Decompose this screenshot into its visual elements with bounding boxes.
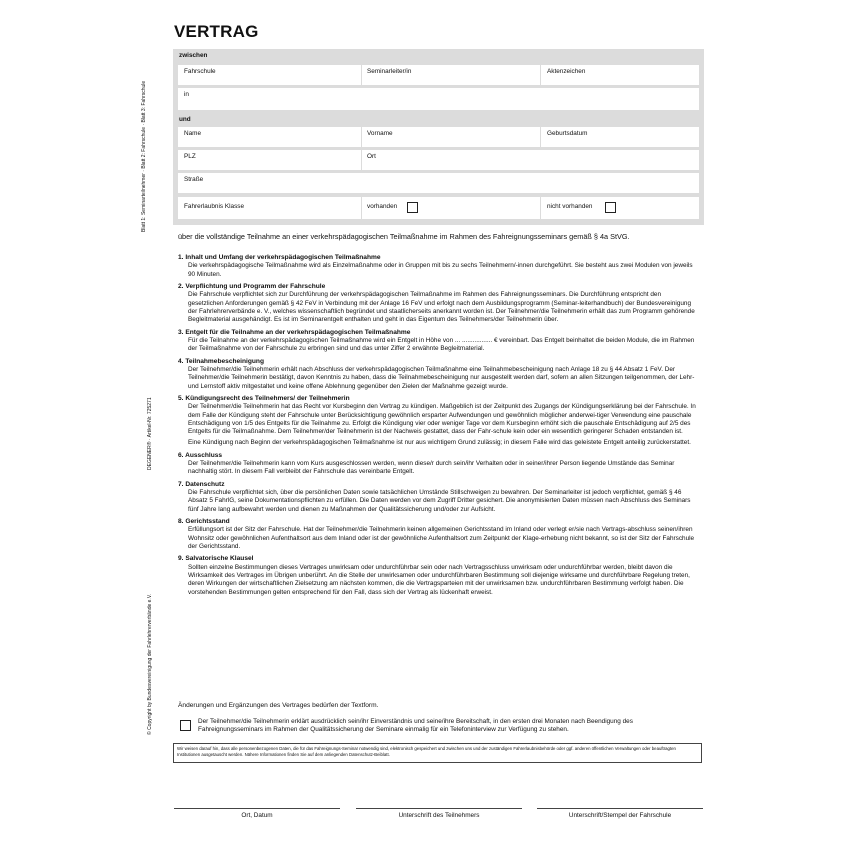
clause-heading: 8. Gerichtsstand: [178, 518, 230, 526]
clause: [178, 329, 698, 354]
clause-heading: 1. Inhalt und Umfang der verkehrspädagogischen Teilmaßnahme: [178, 254, 381, 261]
clause-text: Der Teilnehmer/die Teilnehmerin hat das Recht vor Kursbeginn den Vertrag zu kündigen. Maßgeblich ist der Zeitpunkt des Zugangs der Kündigungserklärung bei der Fahrschule. In dem Falle der Kündigung steht der Fahrschule unter Berücksichtigung gewöhnlich ersparter Aufwendungen und gewöhnlich möglicher anderwei-tiger Verwendung eine pauschale Entschädigung von 1/5 des Entgelts für die Teilnahme zu. Erfolgt die Kündigung vier oder weniger Tage vor dem Kursbeginn erhöht sich die pauschale Entschädigung auf 2/5 des Entgelts für die Teilmaßnahme. Dem Teilnehmer/der Teilnehmerin ist der Nachweis gestattet, dass der Fahr-schule kein oder ein wesentlich geringerer Schaden entstanden ist.: [188, 403, 696, 436]
clause-heading: 4. Teilnahmebescheinigung: [178, 357, 264, 365]
row-ort: [178, 88, 699, 110]
row-name: [178, 127, 699, 147]
changes-note: Änderungen und Ergänzungen des Vertrages bedürfen der Textform.: [178, 702, 379, 709]
divider: [540, 65, 541, 85]
field-name[interactable]: Name: [184, 130, 202, 137]
checkbox-nicht-vorhanden[interactable]: [605, 202, 616, 213]
section-label-zwischen: zwischen: [179, 52, 208, 59]
clause-heading: 2. Verpflichtung und Programm der Fahrschule: [178, 283, 326, 290]
checkbox-vorhanden[interactable]: [407, 202, 418, 213]
clause-heading: 5. Kündigungsrecht des Teilnehmers/ der Teilnehmerin: [178, 394, 350, 402]
clause-text: Die Fahrschule verpflichtet sich, über die persönlichen Daten sowie tatsächlichen Umstände Stillschweigen zu bewahren. Der Seminarleiter ist jedoch verpflichtet, gemäß § 46 Absatz 5 FahrlG, seine Dokumentationspflichten zu erfüllen. Die Daten werden vor dem Zugriff Dritter gesichert. Die anonymisierten Daten müssen nach Abschluss des Seminars fünf Jahre lang aufbewahrt werden und dienen zu Maßnahmen der Qualitätssicherung und/oder zur Aufsicht.: [188, 489, 691, 513]
section-label-und: und: [179, 116, 191, 123]
side-note-copies: Blatt 1: Seminarteilnehmer · Blatt 2: Fahrschule · Blatt 3: Fahrschule: [141, 80, 147, 232]
divider: [361, 150, 362, 170]
row-fahrschule: [178, 65, 699, 85]
page-title: VERTRAG: [174, 22, 259, 41]
field-geburtsdatum[interactable]: Geburtsdatum: [547, 130, 588, 137]
clause-text: Für die Teilnahme an der verkehrspädagogischen Teilmaßnahme wird ein Entgelt in Höhe von ... ................. € vereinbart. Das Entgelt beinhaltet die beiden Module, die im Rahmen der Teilmaßnahme von der Fahrschule zu erbringen sind und das unter Ziffer 2 erwähnte Begleitmaterial.: [188, 337, 695, 353]
clause-heading: 6. Ausschluss: [178, 451, 223, 459]
clause-heading: 9. Salvatorische Klausel: [178, 555, 254, 563]
signature-label-participant: Unterschrift des Teilnehmers: [398, 812, 480, 819]
field-fahrerlaubnis: Fahrerlaubnis Klasse: [184, 203, 245, 210]
clause-heading: 7. Datenschutz: [178, 480, 225, 488]
clause-text: Die Fahrschule verpflichtet sich zur Durchführung der verkehrspädagogischen Teilmaßnahme im Rahmen des Fahreignungsseminars. Die Durchführung entspricht den gesetzlichen Anforderungen gemäß § 42 FeV in Verbindung mit der Anlage 16 FeV und erfolgt nach dem Ausbildungsprogramm (Seminar-leiterhandbuch) der Bundesvereinigung der Fahrlehrerverbände e. V., welches wissenschaftlich begründet und staatlicherseits anerkannt worden ist. Der Teilnehmer/die Teilnehmerin erhält das zum Programm gehörende Begleitmaterial ausgehändigt. Es ist im Seminarentgelt enthalten und geht in das Eigentum des Teilnehmers/der Teilnehmerin über.: [188, 291, 695, 324]
intro-text: über die vollständige Teilnahme an einer verkehrspädagogischen Teilmaßnahme im Rahmen des Fahreignungsseminars gemäß § 4a StVG.: [178, 232, 630, 241]
field-fahrschule[interactable]: Fahrschule: [184, 68, 216, 75]
divider: [540, 127, 541, 147]
clause: [178, 283, 698, 325]
divider: [361, 197, 362, 219]
clause: [178, 254, 698, 279]
divider: [361, 65, 362, 85]
divider: [361, 127, 362, 147]
signature-line-school: [537, 808, 703, 809]
clause: [178, 395, 698, 448]
field-seminarleiter[interactable]: Seminarleiter/in: [367, 68, 412, 75]
clause-text: Sollten einzelne Bestimmungen dieses Vertrages unwirksam oder undurchführbar sein oder nach Vertragsschluss unwirksam oder undurchführbar werden, bleibt davon die Wirksamkeit des Vertrages im Übrigen unberührt. An die Stelle der unwirksamen oder undurchführbaren Bestimmung soll diejenige wirksame und durchführbare Regelung treten, deren Wirkungen der wirtschaftlichen Zielsetzung am nächsten kommen, die die Vertragsparteien mit der unwirksamen bzw. undurchführbaren Bestimmung verfolgt haben. Die vorstehenden Bestimmungen gelten entsprechend für den Fall, dass sich der Vertrag als lückenhaft erweist.: [188, 563, 690, 596]
field-in[interactable]: in: [184, 91, 189, 98]
privacy-notice: Wir weisen darauf hin, dass alle personenbezogenen Daten, die für das Fahreignungs-Seminar notwendig sind, elektronisch gespeichert und zwischen uns und der zuständigen Fahrerlaubnisbehörde oder ggf. anderen öffentlichen Verwaltungen oder beauftragten Institutionen ausgetauscht werden. Nähere Informationen finden Sie auf dem anliegenden Datenschutz-Beiblatt.: [173, 743, 702, 763]
signature-label-date: Ort, Datum: [241, 812, 273, 819]
clause: [178, 555, 698, 597]
signature-line-date: [174, 808, 340, 809]
clause-heading: 3. Entgelt für die Teilnahme an der verkehrspädagogischen Teilmaßnahme: [178, 328, 411, 336]
divider: [540, 197, 541, 219]
consent-text: Der Teilnehmer/die Teilnehmerin erklärt ausdrücklich sein/ihr Einverständnis und seine/ihre Bereitschaft, in den ersten drei Monaten nach Beendigung des Fahreignungsseminars im Rahmen der Qualitätssicherung der Seminare einmalig für ein Telefoninterview zur Verfügung zu stehen.: [198, 718, 633, 734]
clause: [178, 358, 698, 391]
field-plz[interactable]: PLZ: [184, 153, 196, 160]
party-form: [173, 49, 704, 225]
field-aktenzeichen[interactable]: Aktenzeichen: [547, 68, 586, 75]
row-plz: [178, 150, 699, 170]
field-ort[interactable]: Ort: [367, 153, 376, 160]
signature-label-school: Unterschrift/Stempel der Fahrschule: [568, 812, 672, 819]
row-fahrerlaubnis: [178, 197, 699, 219]
label-nicht-vorhanden: nicht vorhanden: [547, 203, 593, 210]
label-vorhanden: vorhanden: [367, 203, 398, 210]
field-vorname[interactable]: Vorname: [367, 130, 393, 137]
row-strasse: [178, 173, 699, 193]
consent-checkbox[interactable]: [180, 720, 191, 731]
consent-block: [178, 718, 698, 735]
clause-text: Erfüllungsort ist der Sitz der Fahrschule. Hat der Teilnehmer/die Teilnehmerin keinen allgemeinen Gerichtsstand im Inland oder verlegt er/sie nach Vertrags-abschluss seinen/ihren Wohnsitz oder gewöhnlichen Aufenthaltsort aus dem Inland oder ist der gewöhnliche Aufenthaltsort zum Zeitpunkt der Klage-erhebung nicht bekannt, so ist der Sitz der Fahrschule der Gerichtsstand.: [188, 526, 695, 551]
clause-text: Der Teilnehmer/die Teilnehmerin kann vom Kurs ausgeschlossen werden, wenn diese/r durch sein/ihr Verhalten oder in seiner/ihrer Person liegende Umstände das Seminar nachhaltig stört. In diesem Fall verbleibt der Fahrschule das vereinbarte Entgelt.: [188, 460, 675, 476]
clause: [178, 481, 698, 514]
side-note-copyright: © Copyright by Bundesvereinigung der Fahrlehrerverbände e.V.: [147, 593, 153, 735]
clause: [178, 452, 698, 477]
side-note-order: DEGENER® · Artikel-Nr. 725271: [147, 397, 153, 470]
field-strasse[interactable]: Straße: [184, 176, 204, 183]
clause-list: [178, 254, 698, 597]
clause-text: Der Teilnehmer/die Teilnehmerin erhält nach Abschluss der verkehrspädagogischen Teilmaßnahme eine Teilnahmebescheinigung nach Anlage 18 zu § 44 Absatz 1 FeV. Der Teilnehmer/die Teilnehmerin bestätigt, davon Kenntnis zu haben, dass die Teilnahmebescheinigung nur ausgestellt werden darf, sofern an allen Sitzungen teilgenommen, der Lehr- und Lernstoff aktiv mitgestaltet und keine offene Ablehnung gegenüber den Zielen der Maßnahme gezeigt wurde.: [188, 366, 695, 390]
clause: [178, 518, 698, 551]
clause-text: Die verkehrspädagogische Teilmaßnahme wird als Einzelmaßnahme oder in Gruppen mit bis zu sechs Teilnehmern/-innen durchgeführt. Sie besteht aus zwei Modulen von jeweils 90 Minuten.: [188, 262, 693, 278]
signature-line-participant: [356, 808, 522, 809]
clause-text: Eine Kündigung nach Beginn der verkehrspädagogischen Teilmaßnahme ist nur aus wichtigem Grund zulässig; in diesem Falle wird das geleistete Entgelt anteilig zurückerstattet.: [188, 439, 691, 447]
